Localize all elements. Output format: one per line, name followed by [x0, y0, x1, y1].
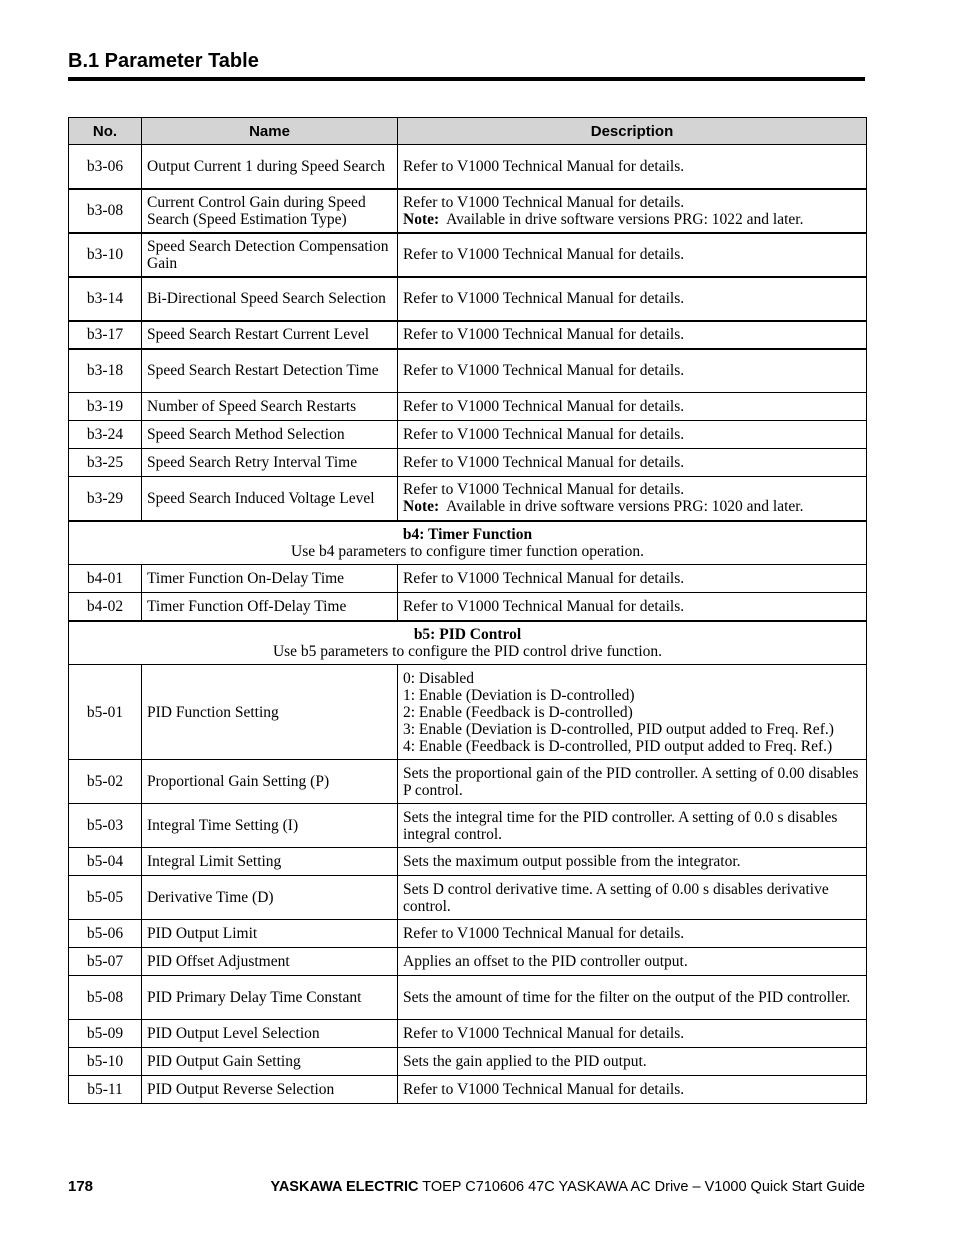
param-number: b5-10 — [69, 1048, 142, 1076]
description-line: Refer to V1000 Technical Manual for details. — [403, 326, 685, 343]
table-row — [69, 665, 867, 760]
param-number: b3-25 — [69, 449, 142, 477]
param-description — [398, 920, 867, 948]
table-row — [69, 760, 867, 804]
param-description — [398, 1048, 867, 1076]
description-line: Sets the maximum output possible from the integrator. — [403, 853, 741, 870]
param-description — [398, 233, 867, 277]
param-name: PID Output Level Selection — [142, 1020, 398, 1048]
table-row — [69, 277, 867, 321]
note-text: Available in drive software versions PRG: 1020 and later. — [446, 498, 804, 516]
param-number: b3-18 — [69, 349, 142, 393]
param-number: b5-08 — [69, 976, 142, 1020]
table-row — [69, 145, 867, 189]
param-number: b4-01 — [69, 565, 142, 593]
param-description — [398, 760, 867, 804]
heading-rule — [68, 77, 865, 81]
param-name: Speed Search Detection Compensation Gain — [142, 233, 398, 277]
note-text: Available in drive software versions PRG: 1022 and later. — [446, 210, 804, 228]
table-row — [69, 349, 867, 393]
table-row — [69, 876, 867, 920]
param-name: Bi-Directional Speed Search Selection — [142, 277, 398, 321]
table-row — [69, 1020, 867, 1048]
table-header-row — [69, 118, 867, 145]
note-label: Note: — [403, 498, 440, 516]
description-line: 1: Enable (Deviation is D-controlled) — [403, 686, 635, 704]
table-row — [69, 321, 867, 349]
table-row — [69, 1076, 867, 1104]
table-row — [69, 189, 867, 233]
description-line: Sets the amount of time for the filter on the output of the PID controller. — [403, 989, 851, 1006]
table-row — [69, 976, 867, 1020]
param-number: b5-01 — [69, 665, 142, 760]
param-number: b3-24 — [69, 421, 142, 449]
header-name: Name — [142, 118, 398, 145]
param-description — [398, 189, 867, 233]
description-line: Sets the integral time for the PID controller. A setting of 0.0 s disables integral control. — [403, 808, 838, 843]
description-line: 3: Enable (Deviation is D-controlled, PID output added to Freq. Ref.) — [403, 720, 834, 738]
table-row — [69, 804, 867, 848]
table-row — [69, 920, 867, 948]
table-row — [69, 449, 867, 477]
param-name: Output Current 1 during Speed Search — [142, 145, 398, 189]
description-line: Refer to V1000 Technical Manual for details. — [403, 481, 685, 499]
description-line: Refer to V1000 Technical Manual for details. — [403, 1025, 685, 1042]
param-name: PID Output Reverse Selection — [142, 1076, 398, 1104]
param-description — [398, 665, 867, 760]
description-line: Refer to V1000 Technical Manual for details. — [403, 570, 685, 587]
param-number: b5-02 — [69, 760, 142, 804]
note-line — [403, 211, 861, 228]
section-title: b4: Timer Function — [402, 525, 533, 543]
param-name: PID Output Limit — [142, 920, 398, 948]
section-row — [69, 621, 867, 665]
param-name: Current Control Gain during Speed Search (Speed Estimation Type) — [142, 189, 398, 233]
param-name: Proportional Gain Setting (P) — [142, 760, 398, 804]
param-name: Speed Search Method Selection — [142, 421, 398, 449]
param-name: PID Primary Delay Time Constant — [142, 976, 398, 1020]
section-row — [69, 521, 867, 565]
param-description — [398, 1076, 867, 1104]
description-line: Applies an offset to the PID controller output. — [403, 953, 688, 970]
table-row — [69, 393, 867, 421]
param-description — [398, 421, 867, 449]
param-name: Speed Search Induced Voltage Level — [142, 477, 398, 521]
description-line: Sets the proportional gain of the PID controller. A setting of 0.00 disables P control. — [403, 764, 859, 799]
param-description — [398, 393, 867, 421]
param-number: b5-11 — [69, 1076, 142, 1104]
table-row — [69, 848, 867, 876]
table-row — [69, 948, 867, 976]
description-line: Refer to V1000 Technical Manual for details. — [403, 246, 685, 263]
param-name: Number of Speed Search Restarts — [142, 393, 398, 421]
table-row — [69, 593, 867, 621]
section-cell — [69, 621, 867, 665]
table-row — [69, 1048, 867, 1076]
param-description — [398, 145, 867, 189]
param-number: b3-14 — [69, 277, 142, 321]
param-number: b5-04 — [69, 848, 142, 876]
description-line: Refer to V1000 Technical Manual for details. — [403, 1081, 685, 1098]
param-number: b5-03 — [69, 804, 142, 848]
description-line: 4: Enable (Feedback is D-controlled, PID output added to Freq. Ref.) — [403, 737, 833, 755]
description-line: Refer to V1000 Technical Manual for details. — [403, 398, 685, 415]
param-description — [398, 593, 867, 621]
description-line: Refer to V1000 Technical Manual for details. — [403, 925, 685, 942]
param-number: b3-08 — [69, 189, 142, 233]
param-name: Speed Search Retry Interval Time — [142, 449, 398, 477]
section-cell — [69, 521, 867, 565]
description-line: Sets D control derivative time. A setting of 0.00 s disables derivative control. — [403, 880, 829, 915]
param-description — [398, 565, 867, 593]
param-name: Speed Search Restart Detection Time — [142, 349, 398, 393]
param-description — [398, 277, 867, 321]
footer-doc-info — [270, 1179, 865, 1195]
param-number: b3-19 — [69, 393, 142, 421]
param-number: b3-10 — [69, 233, 142, 277]
description-line: 2: Enable (Feedback is D-controlled) — [403, 703, 633, 721]
section-heading: B.1 Parameter Table — [68, 50, 259, 72]
table-row — [69, 421, 867, 449]
param-name: Timer Function On-Delay Time — [142, 565, 398, 593]
note-line — [403, 498, 861, 515]
description-line: Refer to V1000 Technical Manual for details. — [403, 290, 685, 307]
param-description — [398, 876, 867, 920]
param-number: b3-17 — [69, 321, 142, 349]
table-row — [69, 233, 867, 277]
param-name: Derivative Time (D) — [142, 876, 398, 920]
param-number: b4-02 — [69, 593, 142, 621]
param-description — [398, 1020, 867, 1048]
param-description — [398, 449, 867, 477]
param-description — [398, 976, 867, 1020]
parameter-table — [68, 117, 867, 1104]
section-subtitle: Use b5 parameters to configure the PID control drive function. — [272, 642, 663, 660]
note-label: Note: — [403, 210, 440, 228]
page-number: 178 — [68, 1178, 94, 1195]
description-line: 0: Disabled — [403, 669, 475, 687]
param-name: Speed Search Restart Current Level — [142, 321, 398, 349]
param-number: b3-06 — [69, 145, 142, 189]
footer-doc-title: TOEP C710606 47C YASKAWA AC Drive – V1000 Quick Start Guide — [422, 1179, 865, 1195]
param-description — [398, 477, 867, 521]
param-name: PID Output Gain Setting — [142, 1048, 398, 1076]
header-no: No. — [69, 118, 142, 145]
description-line: Refer to V1000 Technical Manual for details. — [403, 454, 685, 471]
header-description: Description — [398, 118, 867, 145]
description-line: Refer to V1000 Technical Manual for details. — [403, 362, 685, 380]
section-subtitle: Use b4 parameters to configure timer function operation. — [291, 542, 644, 560]
description-line: Refer to V1000 Technical Manual for details. — [403, 597, 685, 615]
param-number: b5-09 — [69, 1020, 142, 1048]
param-description — [398, 321, 867, 349]
description-line: Refer to V1000 Technical Manual for details. — [403, 193, 685, 211]
param-description — [398, 948, 867, 976]
param-name: Integral Time Setting (I) — [142, 804, 398, 848]
description-line: Refer to V1000 Technical Manual for details. — [403, 426, 685, 443]
param-name: Integral Limit Setting — [142, 848, 398, 876]
description-line: Sets the gain applied to the PID output. — [403, 1053, 647, 1070]
description-line: Refer to V1000 Technical Manual for details. — [403, 157, 685, 175]
table-row — [69, 477, 867, 521]
param-name: PID Function Setting — [142, 665, 398, 760]
param-name: PID Offset Adjustment — [142, 948, 398, 976]
param-number: b5-06 — [69, 920, 142, 948]
footer-brand: YASKAWA ELECTRIC — [270, 1179, 419, 1195]
param-number: b3-29 — [69, 477, 142, 521]
table-row — [69, 565, 867, 593]
param-description — [398, 349, 867, 393]
table-body — [69, 145, 867, 1104]
param-name: Timer Function Off-Delay Time — [142, 593, 398, 621]
param-description — [398, 804, 867, 848]
param-number: b5-05 — [69, 876, 142, 920]
section-title: b5: PID Control — [413, 625, 522, 643]
param-number: b5-07 — [69, 948, 142, 976]
param-description — [398, 848, 867, 876]
